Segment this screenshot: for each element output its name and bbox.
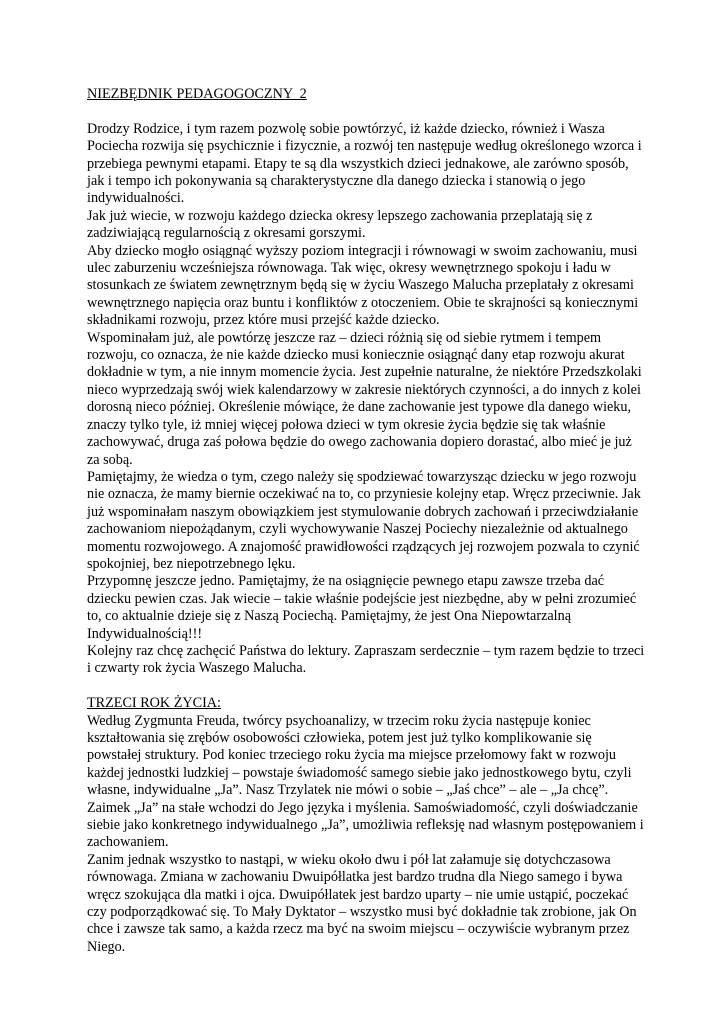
intro-paragraph: Przypomnę jeszcze jedno. Pamiętajmy, że na osiągnięcie pewnego etapu zawsze trzeba dać dziecku pewien czas. Jak wiecie – takie właśnie podejście jest niezbędne, aby w pełni zrozumieć to, co aktualnie dzieje się z Naszą Pociechą. Pamiętajmy, że jest Ona Niepowtarzalną Indywidualnością!!! xyxy=(87,573,637,642)
document-title: NIEZBĘDNIK PEDAGOGOCZNY 2 xyxy=(87,86,307,102)
intro-paragraph: Jak już wiecie, w rozwoju każdego dziecka okresy lepszego zachowania przeplatają się z zadziwiającą regularnością z okresami gorszymi. xyxy=(87,207,593,242)
intro-paragraph: Drodzy Rodzice, i tym razem pozwolę sobie powtórzyć, iż każde dziecko, również i Wasza Pociecha rozwija się psychicznie i fizycznie, a rozwój ten następuje według określonego wzorca i przebiega pewnymi etapami. Etapy te są dla wszystkich dzieci jednakowe, ale zarówno sposób, jak i tempo ich pokonywania są charakterystyczne dla danego dziecka i stanowią o jego indywidualności. xyxy=(87,120,642,207)
intro-paragraph: Pamiętajmy, że wiedza o tym, czego należy się spodziewać towarzysząc dziecku w jego rozwoju nie oznacza, że mamy biernie oczekiwać na to, co przyniesie kolejny etap. Wręcz przeciwnie. Jak już wspominałam naszym obowiązkiem jest stymulowanie dobrych zachowań i przeciwdziałanie zachowaniom niepożądanym, czyli wychowywanie Naszej Pociechy niezależnie od aktualnego momentu rozwojowego. A znajomość prawidłowości rządzących jej rozwojem pozwala to czynić spokojniej, bez niepotrzebnego lęku. xyxy=(87,468,641,572)
section-paragraph: Zanim jednak wszystko to nastąpi, w wieku około dwu i pół lat załamuje się dotychczasowa równowaga. Zmiana w zachowaniu Dwuipółlatka jest bardzo trudna dla Niego samego i bywa wręcz szokująca dla matki i ojca. Dwuipółlatek jest bardzo uparty – nie umie ustąpić, poczekać czy podporządkować się. To Mały Dyktator – wszystko musi być dokładnie tak zrobione, jak On chce i zawsze tak samo, a każda rzecz ma być na swoim miejscu – oczywiście wybranym przez Niego. xyxy=(87,851,637,955)
blank-line xyxy=(87,678,647,695)
intro-paragraph: Wspominałam już, ale powtórzę jeszcze raz – dzieci różnią się od siebie rytmem i tempem rozwoju, co oznacza, że nie każde dziecko musi koniecznie osiągnąć dany etap rozwoju akurat dokładnie w tym, a nie innym momencie życia. Jest zupełnie naturalne, że niektóre Przedszkolaki nieco wyprzedzają swój wiek kalendarzowy w zakresie niektórych czynności, a do innych z kolei dorosną nieco później. Określenie mówiące, że dane zachowanie jest typowe dla danego wieku, znaczy tylko tyle, iż mniej więcej połowa dzieci w tym okresie życia będzie się tak właśnie zachowywać, druga zaś połowa będzie do owego zachowania dopiero dorastać, albo mieć je już za sobą. xyxy=(87,329,642,468)
section-heading: TRZECI ROK ŻYCIA: xyxy=(87,695,221,712)
section-paragraph: Według Zygmunta Freuda, twórcy psychoanalizy, w trzecim roku życia następuje koniec kształtowania się zrębów osobowości człowieka, potem jest już tylko komplikowanie się powstałej struktury. Pod koniec trzeciego roku życia ma miejsce przełomowy fakt w rozwoju każdej jednostki ludzkiej – powstaje świadomość samego siebie jako jednostkowego bytu, czyli własne, indywidualne „Ja”. Nasz Trzylatek nie mówi o sobie – „Jaś chce” – ale – „Ja chcę”. Zaimek „Ja” na stałe wchodzi do Jego języka i myślenia. Samoświadomość, czyli doświadczanie siebie jako konkretnego indywidualnego „Ja”, umożliwia refleksję nad własnym postępowaniem i zachowaniem. xyxy=(87,712,644,851)
blank-line xyxy=(87,103,647,120)
document-body xyxy=(87,86,647,956)
intro-paragraph: Kolejny raz chcę zachęcić Państwa do lektury. Zapraszam serdecznie – tym razem będzie to trzeci i czwarty rok życia Waszego Malucha. xyxy=(87,642,645,677)
intro-paragraph: Aby dziecko mogło osiągnąć wyższy poziom integracji i równowagi w swoim zachowaniu, musi ulec zaburzeniu wcześniejsza równowaga. Tak więc, okresy wewnętrznego spokoju i ładu w stosunkach ze światem zewnętrznym będą się w życiu Waszego Malucha przeplatały z okresami wewnętrznego napięcia oraz buntu i konfliktów z otoczeniem. Obie te skrajności są koniecznymi składnikami rozwoju, przez które musi przejść każde dziecko. xyxy=(87,242,639,329)
